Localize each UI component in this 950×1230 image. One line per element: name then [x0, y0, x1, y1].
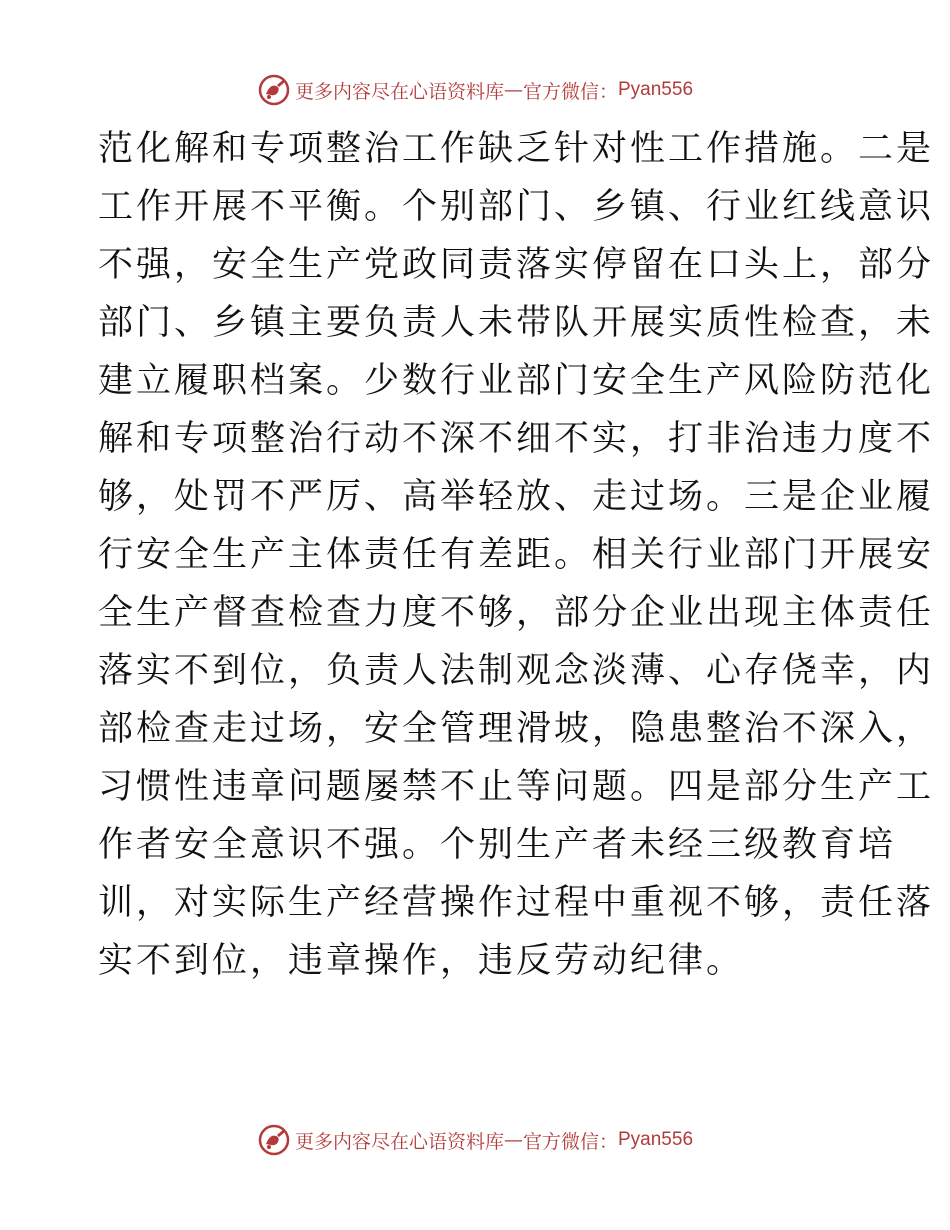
wechat-id: Pyan556 — [618, 79, 694, 100]
banner-separator: — — [503, 79, 523, 101]
banner-text: 更多内容尽在心语资料库 — [294, 80, 504, 103]
text-line: 行安全生产主体责任有差距。相关行业部门开展安 — [98, 535, 935, 575]
text-line: 工作开展不平衡。个别部门、乡镇、行业红线意识 — [98, 187, 935, 227]
text-line: 范化解和专项整治工作缺乏针对性工作措施。二是 — [98, 129, 935, 169]
text-line: 习惯性违章问题屡禁不止等问题。四是部分生产工 — [98, 767, 935, 807]
text-line: 部门、乡镇主要负责人未带队开展实质性检查，未 — [98, 303, 935, 343]
header-banner — [0, 70, 950, 110]
text-line: 够，处罚不严厉、高举轻放、走过场。三是企业履 — [98, 477, 935, 517]
hand-logo-icon — [257, 73, 291, 107]
wechat-label: 官方微信： — [522, 1130, 618, 1153]
text-line: 不强，安全生产党政同责落实停留在口头上，部分 — [98, 245, 935, 285]
wechat-id: Pyan556 — [618, 1129, 694, 1150]
text-line: 训，对实际生产经营操作过程中重视不够，责任落 — [98, 883, 935, 923]
banner-separator: — — [503, 1129, 523, 1151]
footer-banner — [0, 1120, 950, 1160]
banner-text: 更多内容尽在心语资料库 — [294, 1130, 504, 1153]
text-line: 作者安全意识不强。个别生产者未经三级教育培 — [98, 825, 897, 865]
hand-logo-icon — [257, 1123, 291, 1157]
text-line: 落实不到位，负责人法制观念淡薄、心存侥幸，内 — [98, 651, 935, 691]
text-line: 实不到位，违章操作，违反劳动纪律。 — [98, 941, 745, 981]
body-text — [98, 120, 935, 990]
text-line: 建立履职档案。少数行业部门安全生产风险防范化 — [98, 361, 935, 401]
text-line: 全生产督查检查力度不够，部分企业出现主体责任 — [98, 593, 935, 633]
text-line: 部检查走过场，安全管理滑坡，隐患整治不深入， — [98, 709, 935, 749]
text-line: 解和专项整治行动不深不细不实，打非治违力度不 — [98, 419, 935, 459]
wechat-label: 官方微信： — [522, 80, 618, 103]
